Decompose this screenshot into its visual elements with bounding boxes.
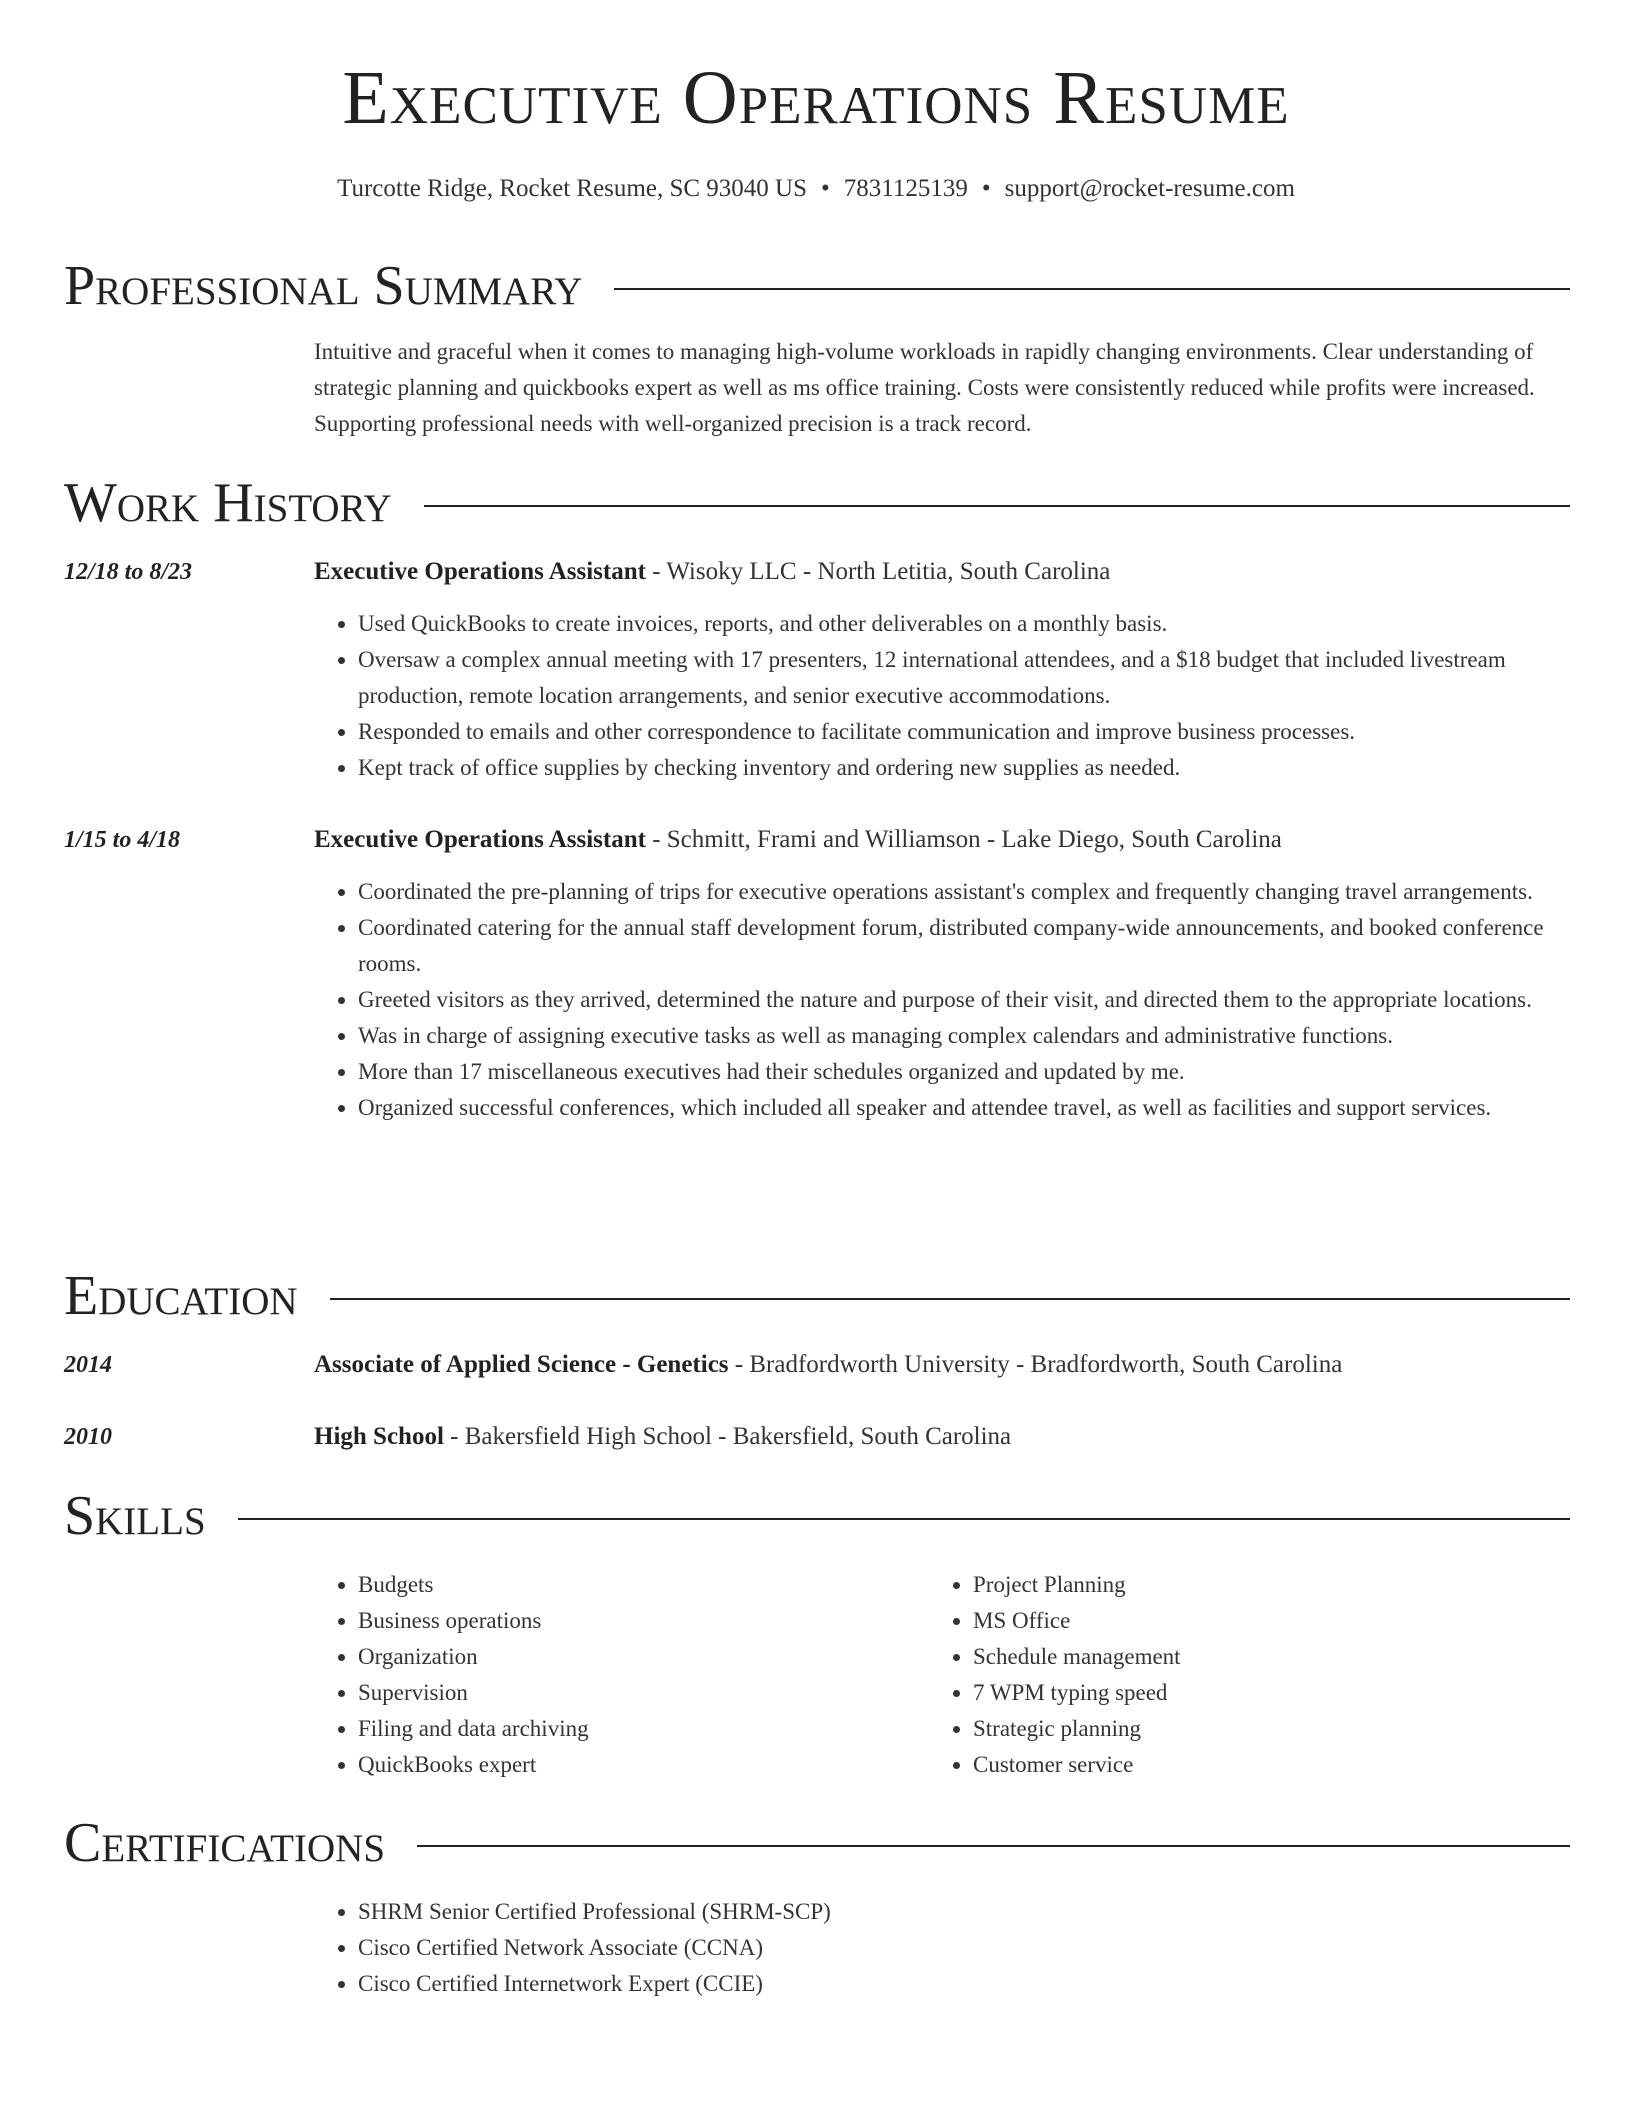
section-divider — [424, 505, 1570, 507]
job-role: Executive Operations Assistant — [314, 826, 646, 853]
list-item: • Greeted visitors as they arrived, determined the nature and purpose of their visit, and directed them to the appropriate locations. — [358, 982, 1564, 1018]
list-item: • Coordinated the pre-planning of trips for executive operations assistant's complex and frequently changing travel arrangements. — [358, 874, 1564, 910]
list-item: • Oversaw a complex annual meeting with 17 presenters, 12 international attendees, and a $18 budget that included livestream production, remote location arrangements, and senior executive accommodations. — [358, 642, 1564, 714]
contact-address: Turcotte Ridge, Rocket Resume, SC 93040 US — [337, 175, 807, 202]
contact-separator: • — [821, 175, 830, 202]
list-item: • 7 WPM typing speed — [973, 1675, 1529, 1711]
education-details: - Bakersfield High School - Bakersfield, South Carolina — [443, 1423, 1012, 1450]
job-title-line — [314, 826, 1564, 854]
section-education-heading — [64, 1265, 1570, 1327]
education-year: 2014 — [64, 1352, 112, 1378]
list-item: • Business operations — [358, 1603, 914, 1639]
list-item: • More than 17 miscellaneous executives had their schedules organized and updated by me. — [358, 1054, 1564, 1090]
list-item: • Cisco Certified Internetwork Expert (CCIE) — [358, 1966, 1564, 2002]
job-details: - Schmitt, Frami and Williamson - Lake Diego, South Carolina — [645, 826, 1282, 853]
list-item: • MS Office — [973, 1603, 1529, 1639]
list-item: • Strategic planning — [973, 1711, 1529, 1747]
education-details: - Bradfordworth University - Bradfordworth, South Carolina — [728, 1351, 1343, 1378]
job-bullets — [314, 874, 1564, 1126]
list-item: • Responded to emails and other correspondence to facilitate communication and improve business processes. — [358, 714, 1564, 750]
list-item: • Kept track of office supplies by checking inventory and ordering new supplies as needed. — [358, 750, 1564, 786]
list-item: • Filing and data archiving — [358, 1711, 914, 1747]
job-role: Executive Operations Assistant — [314, 558, 646, 585]
list-item: • Budgets — [358, 1567, 914, 1603]
list-item: • SHRM Senior Certified Professional (SHRM-SCP) — [358, 1894, 1564, 1930]
education-line — [314, 1351, 1564, 1379]
section-divider — [614, 288, 1570, 290]
certifications-list — [314, 1894, 1564, 2002]
resume-name: Executive Operations Resume — [342, 56, 1290, 140]
list-item: • Customer service — [973, 1747, 1529, 1783]
section-divider — [330, 1298, 1570, 1300]
job-details: - Wisoky LLC - North Letitia, South Carolina — [645, 558, 1111, 585]
skills-left-list — [314, 1567, 914, 1783]
list-item: • Was in charge of assigning executive tasks as well as managing complex calendars and administrative functions. — [358, 1018, 1564, 1054]
list-item: • Schedule management — [973, 1639, 1529, 1675]
section-title: Professional Summary — [64, 255, 583, 317]
list-item: • QuickBooks expert — [358, 1747, 914, 1783]
contact-phone: 7831125139 — [843, 175, 968, 202]
education-degree: Associate of Applied Science - Genetics — [314, 1351, 729, 1378]
section-title: Education — [64, 1265, 298, 1327]
education-line — [314, 1423, 1564, 1451]
section-title: Skills — [64, 1485, 206, 1547]
job-bullets — [314, 606, 1564, 786]
education-year: 2010 — [64, 1424, 112, 1450]
list-item: • Supervision — [358, 1675, 914, 1711]
contact-separator: • — [981, 175, 991, 202]
education-degree: High School — [314, 1423, 444, 1450]
section-divider — [417, 1845, 1570, 1847]
job-dates: 12/18 to 8/23 — [64, 559, 193, 585]
list-item: • Coordinated catering for the annual staff development forum, distributed company-wide announcements, and booked conference rooms. — [358, 910, 1564, 982]
section-title: Certifications — [64, 1812, 386, 1874]
section-title: Work History — [64, 472, 392, 534]
list-item: • Used QuickBooks to create invoices, reports, and other deliverables on a monthly basis. — [358, 606, 1564, 642]
section-certifications-heading — [64, 1812, 1570, 1874]
skills-right-list — [929, 1567, 1529, 1783]
summary-text: Intuitive and graceful when it comes to managing high-volume workloads in rapidly changing environments. Clear understanding of strategic planning and quickbooks expert as well as ms office training. Costs were consistently reduced while profits were increased. Supporting professional needs with well-organized precision is a track record. — [314, 339, 1535, 436]
section-skills-heading — [64, 1485, 1570, 1547]
section-work-heading — [64, 472, 1570, 534]
job-dates: 1/15 to 4/18 — [64, 827, 181, 853]
contact-line — [0, 175, 1632, 203]
list-item: • Project Planning — [973, 1567, 1529, 1603]
list-item: • Cisco Certified Network Associate (CCNA) — [358, 1930, 1564, 1966]
list-item: • Organization — [358, 1639, 914, 1675]
job-title-line — [314, 558, 1564, 586]
section-divider — [238, 1518, 1570, 1520]
section-summary-heading — [64, 255, 1570, 317]
list-item: • Organized successful conferences, which included all speaker and attendee travel, as well as facilities and support services. — [358, 1090, 1564, 1126]
contact-email: support@rocket-resume.com — [1004, 175, 1295, 202]
